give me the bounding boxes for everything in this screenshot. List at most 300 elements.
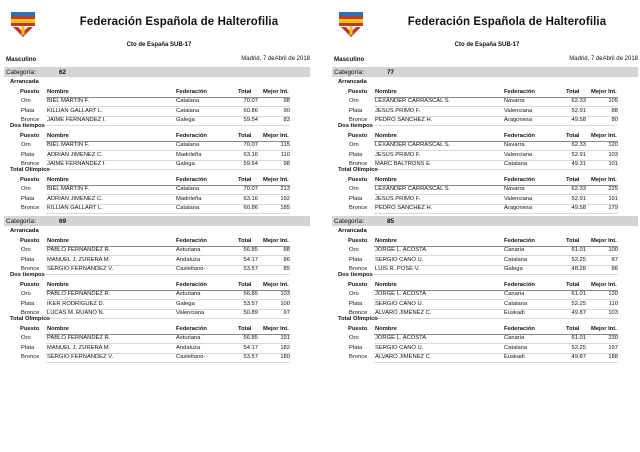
cell-total: 70.07 [243,186,258,192]
championship-name: Cto de España SUB-17 [454,42,520,48]
cell-puesto: Plata [349,107,363,114]
table-header [332,133,638,141]
category-bar [332,216,638,226]
cell-nombre: LUCAS M. RUANO N. [47,310,105,316]
cell-mejor: 105 [608,98,618,104]
category-label: Categoría: [6,217,36,225]
header-mejor: Mejor Int. [263,177,289,183]
header-puesto: Puesto [20,326,40,332]
header-nombre: Nombre [47,177,69,183]
table-row [332,186,638,194]
section-title-dos-tiempos: Dos tiempos [10,272,45,278]
cell-nombre: JESUS PRIMO F. [375,195,421,202]
cell-mejor: 103 [280,291,290,297]
cell-federacion: Catalana [504,256,528,263]
cell-federacion: Euskadi [504,354,525,360]
cell-mejor: 103 [608,310,618,316]
cell-total: 62.33 [571,98,586,104]
cell-total: 49.31 [571,161,586,167]
cell-federacion: Valenciana [504,107,533,114]
cell-puesto: Bronce [349,205,368,211]
cell-puesto: Oro [21,98,31,104]
federation-logo-icon [11,12,35,38]
cell-puesto: Oro [349,335,359,341]
header-nombre: Nombre [375,238,397,244]
cell-puesto: Plata [349,300,363,307]
header-federacion: Federación [176,326,207,332]
cell-mejor: 97 [283,310,290,316]
cell-nombre: BIEL MARTIN F. [47,186,90,192]
section-title-total-olimpico: Total Olímpico [338,167,378,173]
cell-puesto: Bronce [349,310,368,316]
cell-mejor: 86 [611,266,618,272]
header-nombre: Nombre [375,89,397,95]
cell-total: 54.17 [243,256,258,263]
header-total: Total [238,177,252,183]
cell-total: 52.25 [571,300,586,307]
header-mejor: Mejor Int. [591,238,617,244]
table-row [4,142,310,150]
cell-puesto: Bronce [349,354,368,360]
table-row [4,247,310,255]
cell-puesto: Plata [21,300,35,307]
header-mejor: Mejor Int. [263,133,289,139]
cell-puesto: Oro [21,335,31,341]
cell-nombre: PABLO FERNANDEZ R. [47,335,111,341]
cell-federacion: Catalana [176,142,200,148]
table-row [4,354,310,362]
cell-puesto: Bronce [349,266,368,272]
cell-federacion: Madrileña [176,151,202,158]
header-federacion: Federación [504,326,535,332]
cell-federacion: Valenciana [504,151,533,158]
header-nombre: Nombre [375,177,397,183]
cell-mejor: 197 [608,344,618,351]
table-row [332,247,638,255]
header-puesto: Puesto [20,177,40,183]
cell-puesto: Oro [21,291,31,297]
cell-puesto: Oro [21,186,31,192]
section-title-total-olimpico: Total Olímpico [10,316,50,322]
table-row [332,301,638,309]
cell-total: 61.01 [571,291,586,297]
section-title-arrancada: Arrancada [10,228,39,234]
cell-puesto: Bronce [349,117,368,123]
cell-total: 52.91 [571,107,586,114]
cell-nombre: LEXANDER CARRASCAL S. [375,142,451,148]
cell-total: 56.85 [243,291,258,297]
cell-mejor: 130 [608,291,618,297]
header-puesto: Puesto [348,177,368,183]
header-puesto: Puesto [348,326,368,332]
cell-nombre: ADRIAN JIMENEZ C. [47,195,103,202]
cell-mejor: 98 [283,98,290,104]
table-row [4,266,310,274]
header-total: Total [238,133,252,139]
header-federacion: Federación [176,282,207,288]
cell-puesto: Plata [21,256,35,263]
cell-total: 53.57 [243,266,258,272]
gender-label: Masculino [6,56,37,63]
table-row [4,335,310,343]
header-nombre: Nombre [375,326,397,332]
cell-nombre: BIEL MARTIN F. [47,98,90,104]
category-number: 77 [387,68,395,76]
cell-total: 52.25 [571,344,586,351]
cell-federacion: Galega [176,161,195,167]
cell-mejor: 110 [608,300,618,307]
results-page-right [332,0,640,452]
cell-nombre: MARC BALTRONS E. [375,161,432,167]
cell-nombre: PEDRO SANCHEZ H. [375,117,433,123]
table-row [332,335,638,343]
cell-total: 60.86 [243,205,258,211]
cell-nombre: SERGIO CANO U. [375,344,424,351]
table-row [332,266,638,274]
cell-puesto: Oro [349,186,359,192]
header-puesto: Puesto [20,89,40,95]
header-nombre: Nombre [47,89,69,95]
cell-nombre: MANUEL J. ZURERA M. [47,344,111,351]
cell-federacion: Navarra [504,186,525,192]
event-date: Madrid, 7 deAbril de 2018 [569,56,638,62]
cell-total: 54.17 [243,344,258,351]
cell-federacion: Asturiana [176,291,201,297]
header-federacion: Federación [504,89,535,95]
cell-nombre: ALVARO JIMENEZ C. [375,310,432,316]
category-label: Categoría: [334,68,364,76]
section-title-dos-tiempos: Dos tiempos [338,272,373,278]
header-nombre: Nombre [375,282,397,288]
cell-total: 60.86 [243,107,258,114]
document-title: Federación Española de Halterofilia [79,16,279,28]
header-puesto: Puesto [348,238,368,244]
header-federacion: Federación [176,133,207,139]
header-total: Total [566,133,580,139]
table-row [4,291,310,299]
cell-nombre: JESUS PRIMO F. [375,151,421,158]
table-header [332,326,638,334]
header-mejor: Mejor Int. [263,326,289,332]
cell-mejor: 98 [283,161,290,167]
table-row [332,291,638,299]
header-total: Total [566,177,580,183]
header-federacion: Federación [176,238,207,244]
cell-total: 53.57 [243,354,258,360]
table-header [4,238,310,246]
cell-total: 56.85 [243,247,258,253]
table-row [332,108,638,116]
table-row [332,345,638,353]
table-row [4,257,310,265]
cell-federacion: Aragonesa [504,117,533,123]
cell-federacion: Valenciana [176,310,205,316]
header-nombre: Nombre [375,133,397,139]
cell-mejor: 230 [608,335,618,341]
cell-puesto: Plata [349,256,363,263]
cell-total: 49.58 [571,205,586,211]
cell-mejor: 213 [280,186,290,192]
cell-puesto: Bronce [21,117,40,123]
cell-nombre: PABLO FERNANDEZ R. [47,291,111,297]
cell-total: 53.57 [243,300,258,307]
header-mejor: Mejor Int. [591,326,617,332]
table-row [332,142,638,150]
cell-federacion: Castellano- [176,354,206,360]
cell-puesto: Oro [349,98,359,104]
header-nombre: Nombre [47,326,69,332]
cell-total: 50.89 [243,310,258,316]
header-federacion: Federación [504,282,535,288]
cell-nombre: PEDRO SANCHEZ H. [375,205,433,211]
table-row [332,354,638,362]
header-puesto: Puesto [348,89,368,95]
cell-total: 70.07 [243,98,258,104]
cell-total: 63.16 [243,195,258,202]
cell-puesto: Bronce [21,310,40,316]
table-row [4,108,310,116]
header-total: Total [566,326,580,332]
cell-total: 59.54 [243,161,258,167]
table-header [4,282,310,290]
cell-federacion: Canaria [504,291,525,297]
table-row [332,196,638,204]
cell-nombre: MANUEL J. ZURERA M. [47,256,111,263]
cell-mejor: 103 [608,151,618,158]
cell-nombre: IKER RODRIGUEZ D. [47,300,105,307]
cell-puesto: Bronce [21,205,40,211]
cell-mejor: 180 [280,354,290,360]
cell-federacion: Catalana [504,300,528,307]
cell-nombre: LEXANDER CARRASCAL S. [375,98,451,104]
cell-puesto: Plata [349,151,363,158]
section-title-arrancada: Arrancada [338,228,367,234]
cell-nombre: JORGE L. ACOSTA [375,291,427,297]
table-row [4,301,310,309]
category-bar [4,67,310,77]
header-total: Total [566,89,580,95]
header-mejor: Mejor Int. [263,89,289,95]
cell-nombre: JAIME FERNANDEZ I. [47,117,106,123]
table-row [332,117,638,125]
cell-mejor: 83 [283,117,290,123]
cell-total: 62.33 [571,142,586,148]
category-bar [4,216,310,226]
header-total: Total [238,238,252,244]
header-puesto: Puesto [20,238,40,244]
cell-federacion: Navarra [504,98,525,104]
cell-puesto: Plata [21,107,35,114]
cell-mejor: 192 [280,195,290,202]
cell-total: 61.01 [571,247,586,253]
results-page-left [4,0,314,452]
cell-mejor: 115 [280,142,290,148]
cell-federacion: Navarra [504,142,525,148]
section-title-total-olimpico: Total Olímpico [10,167,50,173]
section-title-arrancada: Arrancada [10,79,39,85]
cell-puesto: Plata [21,344,35,351]
cell-federacion: Asturiana [176,247,201,253]
cell-mejor: 120 [608,142,618,148]
header-federacion: Federación [504,238,535,244]
cell-total: 62.33 [571,186,586,192]
cell-mejor: 87 [611,256,618,263]
section-title-total-olimpico: Total Olímpico [338,316,378,322]
cell-federacion: Catalana [176,186,200,192]
federation-logo-icon [339,12,363,38]
cell-nombre: JORGE L. ACOSTA [375,247,427,253]
header-nombre: Nombre [47,238,69,244]
cell-mejor: 88 [611,107,618,114]
cell-mejor: 188 [608,354,618,360]
cell-total: 49.87 [571,354,586,360]
cell-nombre: JORGE L. ACOSTA [375,335,427,341]
table-row [4,152,310,160]
cell-federacion: Catalana [504,344,528,351]
cell-nombre: JAIME FERNANDEZ I. [47,161,106,167]
table-header [332,89,638,97]
cell-federacion: Canaria [504,335,525,341]
cell-nombre: JESUS PRIMO F. [375,107,421,114]
gender-label: Masculino [334,56,365,63]
table-header [4,89,310,97]
cell-puesto: Plata [349,195,363,202]
category-label: Categoría: [334,217,364,225]
cell-puesto: Bronce [21,266,40,272]
cell-puesto: Bronce [349,161,368,167]
header-nombre: Nombre [47,282,69,288]
section-title-dos-tiempos: Dos tiempos [10,123,45,129]
table-row [332,98,638,106]
cell-puesto: Oro [349,291,359,297]
cell-nombre: SERGIO CANO U. [375,300,424,307]
category-label: Categoría: [6,68,36,76]
header-federacion: Federación [176,177,207,183]
cell-nombre: KILLIAN GALLART L. [47,205,103,211]
cell-federacion: Catalana [504,161,528,167]
table-header [332,177,638,185]
category-number: 85 [387,217,395,225]
cell-puesto: Oro [349,247,359,253]
header-puesto: Puesto [348,282,368,288]
cell-nombre: BIEL MARTIN F. [47,142,90,148]
cell-total: 61.01 [571,335,586,341]
header-mejor: Mejor Int. [591,133,617,139]
cell-total: 56.85 [243,335,258,341]
header-mejor: Mejor Int. [591,89,617,95]
table-header [4,177,310,185]
section-title-arrancada: Arrancada [338,79,367,85]
table-row [4,196,310,204]
cell-federacion: Catalana [176,205,200,211]
cell-nombre: SERGIO FERNANDEZ V. [47,266,114,272]
cell-total: 52.25 [571,256,586,263]
header-federacion: Federación [504,177,535,183]
cell-total: 52.91 [571,195,586,202]
header-puesto: Puesto [348,133,368,139]
cell-nombre: KILLIAN GALLART L. [47,107,103,114]
cell-mejor: 86 [283,256,290,263]
header-puesto: Puesto [20,133,40,139]
header-puesto: Puesto [20,282,40,288]
table-row [4,205,310,213]
table-row [4,98,310,106]
cell-federacion: Aragonesa [504,205,533,211]
table-header [4,326,310,334]
cell-nombre: ALVARO JIMENEZ C. [375,354,432,360]
cell-mejor: 85 [283,266,290,272]
event-date: Madrid, 7 deAbril de 2018 [241,56,310,62]
cell-mejor: 191 [280,335,290,341]
cell-federacion: Castellano- [176,266,206,272]
table-row [4,117,310,125]
cell-nombre: LUIS R. POSE V. [375,266,420,272]
cell-nombre: ADRIAN JIMENEZ C. [47,151,103,158]
cell-federacion: Canaria [504,247,525,253]
cell-nombre: SERGIO FERNANDEZ V. [47,354,114,360]
cell-federacion: Catalana [176,107,200,114]
cell-total: 59.54 [243,117,258,123]
section-title-dos-tiempos: Dos tiempos [338,123,373,129]
cell-federacion: Andaluza [176,256,201,263]
cell-total: 49.87 [571,310,586,316]
cell-mejor: 182 [280,344,290,351]
cell-mejor: 80 [611,117,618,123]
cell-mejor: 88 [283,247,290,253]
cell-puesto: Oro [349,142,359,148]
header-total: Total [566,238,580,244]
cell-mejor: 110 [280,151,290,158]
cell-mejor: 101 [608,161,618,167]
cell-federacion: Andaluza [176,344,201,351]
cell-mejor: 90 [283,107,290,114]
cell-federacion: Euskadi [504,310,525,316]
cell-puesto: Oro [21,247,31,253]
header-mejor: Mejor Int. [263,282,289,288]
header-total: Total [566,282,580,288]
table-row [4,345,310,353]
cell-nombre: PABLO FERNANDEZ R. [47,247,111,253]
category-bar [332,67,638,77]
cell-puesto: Oro [21,142,31,148]
table-header [332,282,638,290]
cell-puesto: Plata [21,151,35,158]
cell-mejor: 179 [608,205,618,211]
cell-federacion: Valenciana [504,195,533,202]
cell-total: 52.91 [571,151,586,158]
cell-puesto: Bronce [21,354,40,360]
cell-mejor: 191 [608,195,618,202]
cell-puesto: Bronce [21,161,40,167]
cell-nombre: LEXANDER CARRASCAL S. [375,186,451,192]
header-total: Total [238,282,252,288]
cell-puesto: Plata [21,195,35,202]
header-federacion: Federación [504,133,535,139]
cell-federacion: Galega [176,300,195,307]
table-header [4,133,310,141]
header-total: Total [238,326,252,332]
cell-total: 63.16 [243,151,258,158]
cell-mejor: 100 [280,300,290,307]
category-number: 69 [59,217,67,225]
cell-federacion: Asturiana [176,335,201,341]
cell-puesto: Plata [349,344,363,351]
cell-mejor: 185 [280,205,290,211]
cell-mejor: 225 [608,186,618,192]
header-total: Total [238,89,252,95]
header-mejor: Mejor Int. [263,238,289,244]
document-title: Federación Española de Halterofilia [407,16,607,28]
